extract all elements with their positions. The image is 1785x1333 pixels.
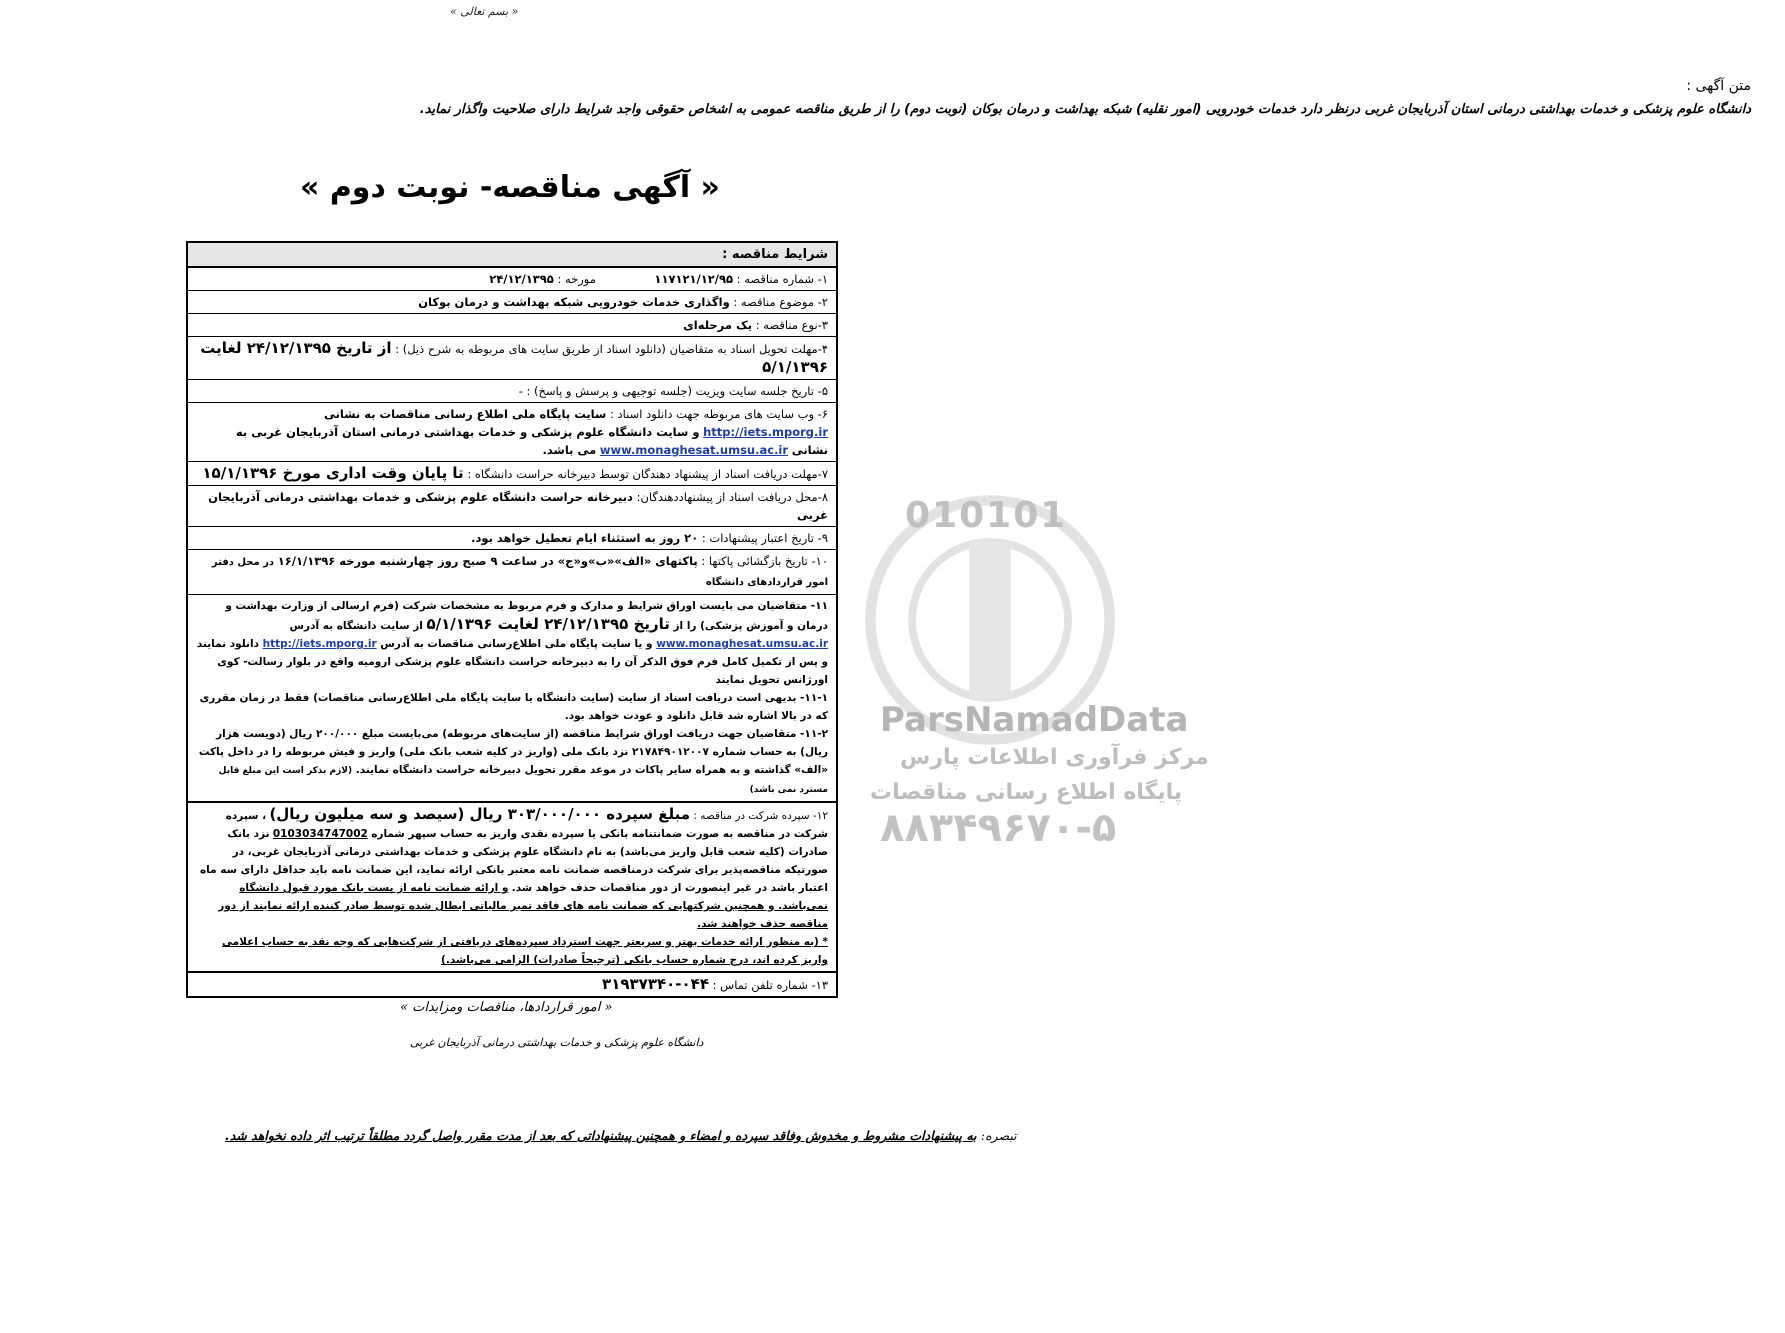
r12-c: و ارائه ضمانت نامه از پست بانک مورد قبول دانشگاه نمی‌باشد. و همچنین شرکتهایی که ضمانت نامه های فاقد تمبر مالیاتی ابطال شده توسط صادر کننده ارائه نمایند از دور مناقصه حذف خواهند شد. xyxy=(218,882,828,930)
intro-label: متن آگهی : xyxy=(1686,78,1751,94)
r4-value: از تاریخ ۲۴/۱۲/۱۳۹۵ لغایت ۵/۱/۱۳۹۶ xyxy=(200,339,828,376)
conditions-title: شرایط مناقصه : xyxy=(188,243,836,268)
r11-2: ۱۱-۲- متقاضیان جهت دریافت اوراق شرایط مناقصه (از سایت‌های مربوطه) می‌بایست مبلغ ۲۰۰/۰۰۰ ریال (دویست هزار ریال) به حساب شماره ۲۱۷۸۴۹۰۱۲۰۰۷ نزد بانک ملی (واریز در کلیه شعب بانک ملی) واریز و فیش مربوطه را در داخل پاکت «الف» گذاشته و به همراه سایر پاکات در موعد مقرر تحویل دبیرخانه حراست دانشگاه نمایند. xyxy=(198,728,828,776)
r10-tail: در محل دفتر امور قراردادهای دانشگاه xyxy=(211,557,828,588)
row-8 xyxy=(188,486,836,527)
monaghesat-link[interactable]: www.monaghesat.umsu.ac.ir xyxy=(599,443,789,457)
top-mark: « بسم تعالی » xyxy=(450,5,519,18)
r3-value: یک مرحله‌ای xyxy=(683,318,753,332)
row-12 xyxy=(188,803,836,973)
r9-label: ۹- تاریخ اعتبار پیشنهادات : xyxy=(701,531,828,545)
r8-value: دبیرخانه حراست دانشگاه علوم پزشکی و خدمات بهداشتی درمانی آذربایجان غربی xyxy=(208,490,828,522)
r6-c: و سایت دانشگاه علوم پزشکی و خدمات بهداشتی درمانی استان آذربایجان غربی به نشانی xyxy=(235,425,828,457)
r2-label: ۲- موضوع مناقصه : xyxy=(733,295,828,309)
watermark-name: ParsNamadData xyxy=(880,700,1189,740)
r10-value: پاکتهای «الف»«ب»و«ج» در ساعت ۹ صبح روز چهارشنبه مورخه ۱۶/۱/۱۳۹۶ xyxy=(277,554,698,568)
r1-label: ۱- شماره مناقصه : xyxy=(736,272,828,286)
r7-value: تا پایان وقت اداری مورخ ۱۵/۱/۱۳۹۶ xyxy=(202,464,464,482)
r13-label: ۱۳- شماره تلفن تماس : xyxy=(712,978,828,992)
row-4 xyxy=(188,337,836,380)
watermark-digits: 010101 xyxy=(905,495,1068,536)
r6-a: ۶- وب سایت های مربوطه جهت دانلود اسناد : xyxy=(609,407,828,421)
r1-date: ۲۴/۱۲/۱۳۹۵ xyxy=(489,272,554,286)
r12-b: نزد بانک صادرات (کلیه شعب قابل واریز می‌باشد) به نام دانشگاه علوم پزشکی و خدمات بهداشتی درمانی آذربایجان غربی، در صورتیکه مناقصه‌پذیر برای شرکت درمناقصه ضمانت نامه معتبر بانکی ارائه نماید، این ضمانت نامه باید حداقل دارای سه ماه اعتبار باشد در غیر اینصورت از دور مناقصات حذف خواهد شد. xyxy=(199,828,828,894)
r11-date: تاریخ ۲۴/۱۲/۱۳۹۵ لغایت ۵/۱/۱۳۹۶ xyxy=(426,615,670,633)
row-13 xyxy=(188,973,836,996)
r1-number: ۱۱۷۱۲۱/۱۲/۹۵ xyxy=(654,272,734,286)
row-5 xyxy=(188,380,836,403)
conditions-table xyxy=(186,241,838,998)
signature-line1: « امور قراردادها، مناقصات ومزایدات » xyxy=(400,1000,613,1015)
watermark-phone: ۸۸۳۴۹۶۷۰-۵ xyxy=(880,805,1117,851)
intro-text: دانشگاه علوم پزشکی و خدمات بهداشتی درمانی استان آذربایجان غربی درنظر دارد خدمات خودرویی (امور نقلیه) شبکه بهداشت و درمان بوکان (نوبت دوم) را از طریق مناقصه عمومی به اشخاص حقوقی واجد شرایط دارای صلاحیت واگذار نماید. xyxy=(419,102,1751,117)
r4-label: ۴-مهلت تحویل اسناد به متقاضیان (دانلود اسناد از طریق سایت های مربوطه به شرح ذیل) : xyxy=(395,342,828,356)
r2-value: واگذاری خدمات خودرویی شبکه بهداشت و درمان بوکان xyxy=(418,295,730,309)
r11-a: ۱۱- متقاضیان می بایست اوراق شرایط و مدارک و فرم مربوط به مشخصات شرکت (فرم ارسالی از وزارت بهداشت و درمان و آموزش پزشکی) را از xyxy=(225,600,828,632)
r3-label: ۳-نوع مناقصه : xyxy=(755,318,828,332)
r8-label: ۸-محل دریافت اسناد از پیشنهاددهندگان: xyxy=(636,490,828,504)
row-1 xyxy=(188,268,836,291)
r9-value: ۲۰ روز به استثناء ایام تعطیل خواهد بود. xyxy=(471,531,699,545)
footer-note xyxy=(225,1128,1017,1143)
r7-label: ۷-مهلت دریافت اسناد از پیشنهاد دهندگان توسط دبیرخانه حراست دانشگاه : xyxy=(467,467,828,481)
watermark-line2: پایگاه اطلاع رسانی مناقصات xyxy=(870,780,1183,805)
r5-label: ۵- تاریخ جلسه سایت ویزیت (جلسه توجیهی و پرسش و پاسخ) : - xyxy=(518,384,828,398)
r11-iets-link[interactable]: http://iets.mporg.ir xyxy=(262,638,377,650)
r12-account: 0103034747002 xyxy=(272,828,368,840)
row-11 xyxy=(188,595,836,803)
r11-monaghesat-link[interactable]: www.monaghesat.umsu.ac.ir xyxy=(656,638,828,650)
page-title: « آگهی مناقصه- نوبت دوم » xyxy=(300,170,720,205)
row-7 xyxy=(188,462,836,486)
signature-line2: دانشگاه علوم پزشکی و خدمات بهداشتی درمانی آذربایجان غربی xyxy=(410,1036,704,1049)
row-9 xyxy=(188,527,836,550)
r12-star: * (به منظور ارائه خدمات بهتر و سریعتر جهت استرداد سپرده‌های دریافتی از شرکت‌هایی که وجه نقد به حساب اعلامی واریز کرده اند، درج شماره حساب بانکی (ترجیحاً صادرات) الزامی می‌باشد.) xyxy=(222,936,828,966)
r11-c: و یا سایت پایگاه ملی اطلاع‌رسانی مناقصات به آدرس xyxy=(380,638,653,650)
r12-a: ، سپرده شرکت در مناقصه به صورت ضمانتنامه بانکی یا سپرده نقدی واریز به حساب سپهر شماره xyxy=(225,810,828,840)
r11-b: از سایت دانشگاه به آدرس xyxy=(289,620,423,632)
watermark-line1: مرکز فرآوری اطلاعات پارس xyxy=(900,745,1209,770)
r13-value: ۰۴۴-۳۱۹۳۷۳۴۰ xyxy=(602,975,709,993)
iets-link[interactable]: http://iets.mporg.ir xyxy=(703,425,828,439)
r11-d: دانلود نمایند و پس از تکمیل کامل فرم فوق الذکر آن را به دبیرخانه حراست دانشگاه علوم پزشکی ارومیه واقع در بلوار رسالت- کوی اورژانس تحویل نمایند xyxy=(196,638,828,686)
r6-d: می باشد. xyxy=(542,443,597,457)
r11-1: ۱۱-۱- بدیهی است دریافت اسناد از سایت (سایت دانشگاه یا سایت پایگاه ملی اطلاع‌رسانی مناقصات) فقط در زمان مقرری که در بالا اشاره شد قابل دانلود و عودت خواهد بود. xyxy=(199,692,828,722)
r11-2-small: (لازم بذکر است این مبلغ قابل مسترد نمی باشد) xyxy=(218,766,828,795)
r1-date-label: مورخه : xyxy=(557,272,596,286)
row-6 xyxy=(188,403,836,462)
r12-label: ۱۲- سپرده شرکت در مناقصه : xyxy=(693,810,828,822)
row-2 xyxy=(188,291,836,314)
r6-b: سایت پایگاه ملی اطلاع رسانی مناقصات به نشانی xyxy=(323,407,607,421)
r10-label: ۱۰- تاریخ بازگشائی پاکتها : xyxy=(701,554,828,568)
row-10 xyxy=(188,550,836,595)
note-text: به پیشنهادات مشروط و مخدوش وفاقد سپرده و امضاء و همچنین پیشنهاداتی که بعد از مدت مقرر واصل گردد مطلقاً ترتیب اثر داده نخواهد شد. xyxy=(225,1128,977,1143)
row-3 xyxy=(188,314,836,337)
note-label: تبصره: xyxy=(980,1128,1017,1143)
r12-amount: مبلغ سپرده ۳۰۳/۰۰۰/۰۰۰ ریال (سیصد و سه میلیون ریال) xyxy=(269,805,691,823)
